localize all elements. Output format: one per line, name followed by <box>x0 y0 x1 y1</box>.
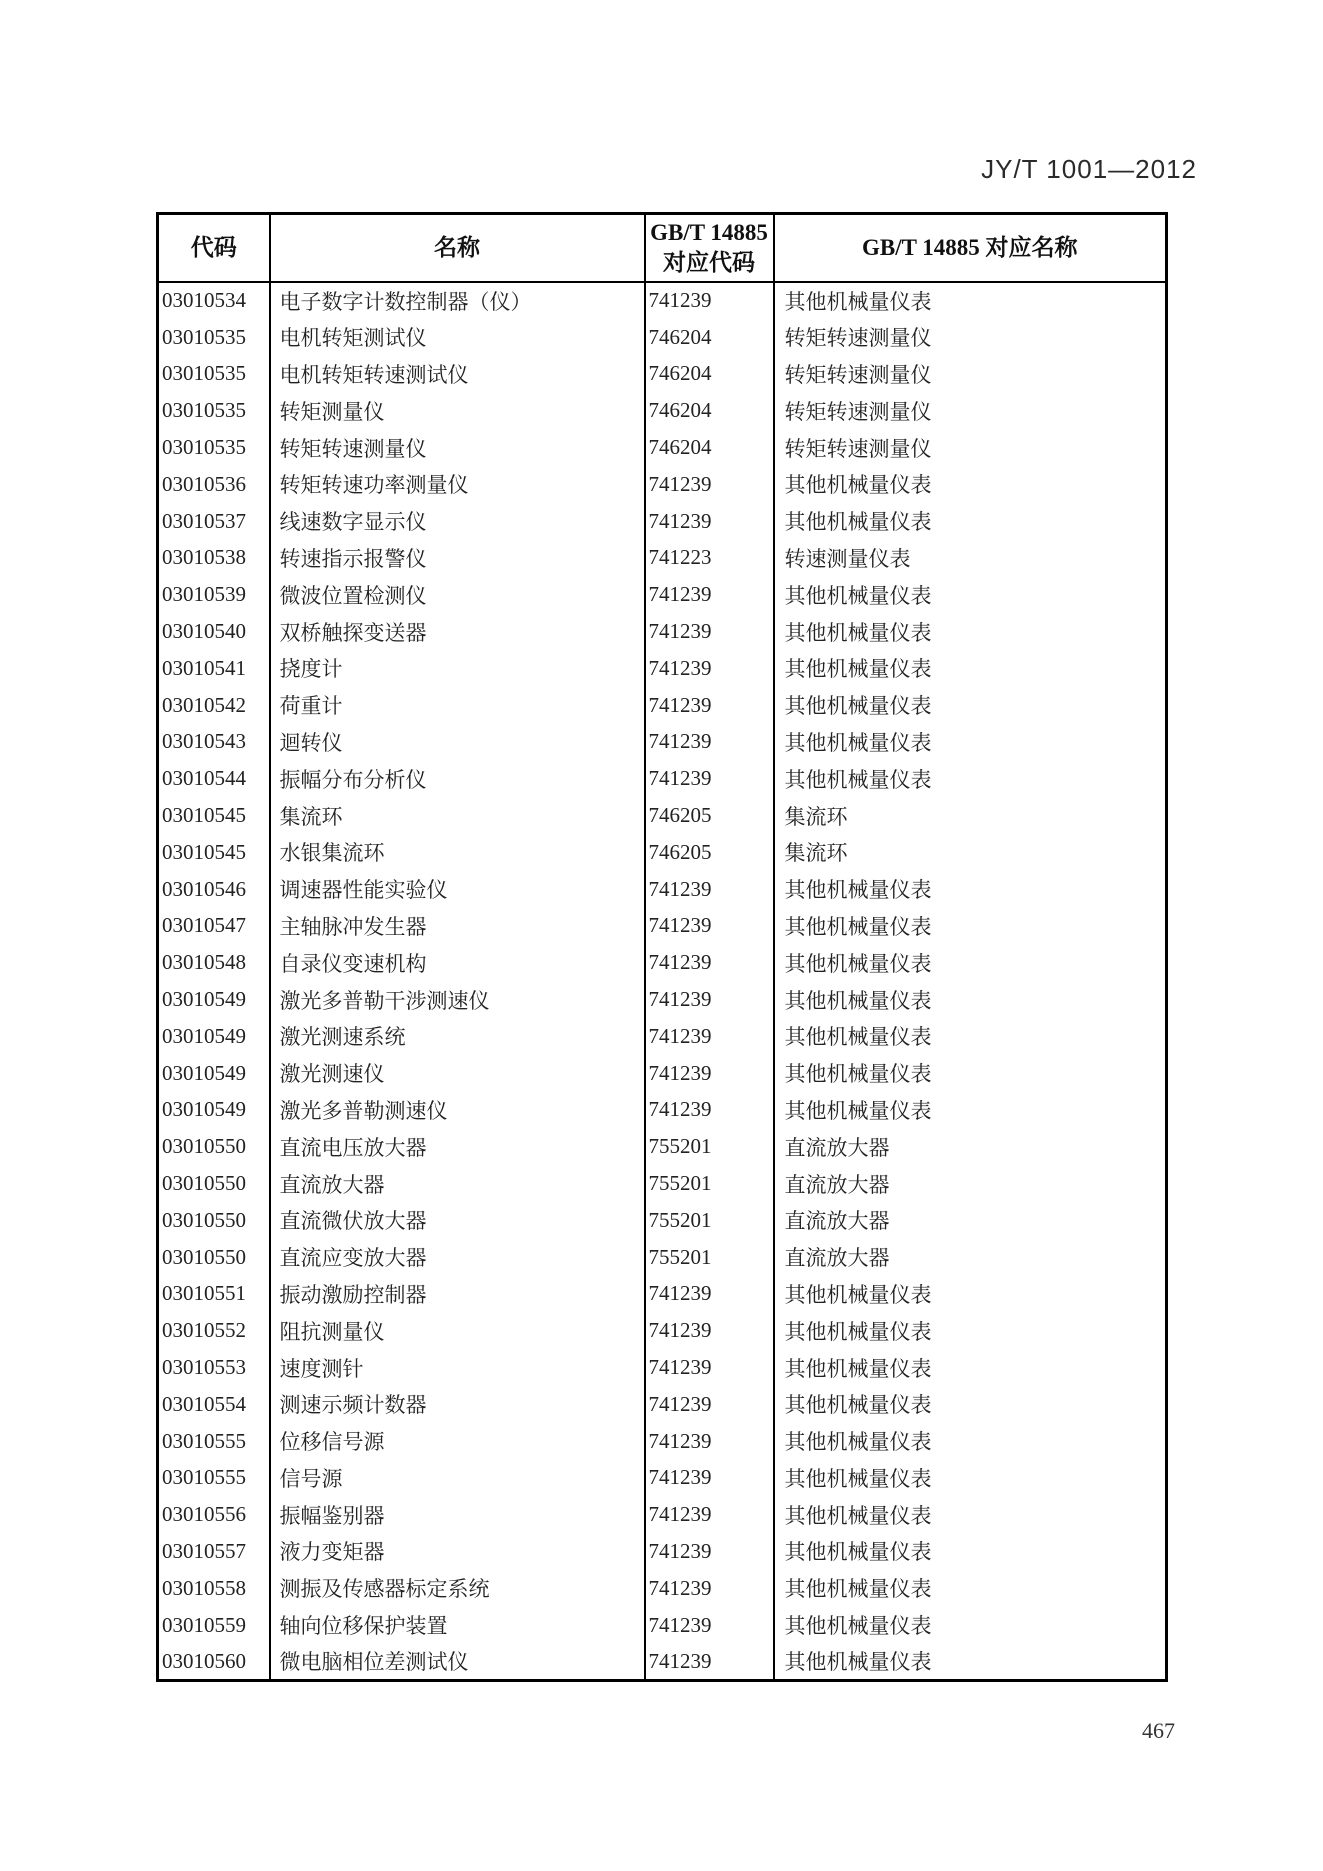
cell-code: 03010549 <box>162 1023 246 1048</box>
cell-gb-name: 其他机械量仪表 <box>774 1349 1167 1386</box>
cell-gb-name: 转矩转速测量仪 <box>774 392 1167 429</box>
cell-gb-code: 741239 <box>645 613 774 650</box>
cell-gb-code: 741239 <box>645 760 774 797</box>
cell-gb-code: 741239 <box>645 1312 774 1349</box>
cell-gb-name: 其他机械量仪表 <box>774 1312 1167 1349</box>
cell-name: 位移信号源 <box>270 1423 645 1460</box>
table-row <box>158 613 1167 650</box>
cell-code: 03010542 <box>162 692 246 717</box>
table-row <box>158 1165 1167 1202</box>
cell-gb-name: 转矩转速测量仪 <box>774 319 1167 356</box>
cell-gb-code: 741239 <box>645 1643 774 1680</box>
cell-code: 03010545 <box>162 839 246 864</box>
cell-name: 速度测针 <box>270 1349 645 1386</box>
cell-gb-name: 其他机械量仪表 <box>774 466 1167 503</box>
table-row <box>158 760 1167 797</box>
cell-name: 液力变矩器 <box>270 1533 645 1570</box>
cell-gb-name: 转矩转速测量仪 <box>774 429 1167 466</box>
cell-code: 03010552 <box>162 1318 246 1343</box>
table-row <box>158 282 1167 319</box>
cell-name: 转矩转速测量仪 <box>270 429 645 466</box>
cell-code: 03010559 <box>162 1612 246 1637</box>
table-row <box>158 1386 1167 1423</box>
cell-gb-code: 741223 <box>645 540 774 577</box>
table-body <box>158 282 1167 1680</box>
table-row <box>158 1239 1167 1276</box>
cell-name: 集流环 <box>270 797 645 834</box>
cell-code: 03010553 <box>162 1355 246 1379</box>
cell-gb-name: 其他机械量仪表 <box>774 613 1167 650</box>
cell-code: 03010545 <box>162 803 246 828</box>
cell-code: 03010535 <box>162 324 246 349</box>
cell-name: 迴转仪 <box>270 724 645 761</box>
cell-code: 03010555 <box>162 1428 246 1453</box>
cell-code: 03010534 <box>162 288 246 313</box>
cell-name: 线速数字显示仪 <box>270 503 645 540</box>
table-row <box>158 576 1167 613</box>
cell-gb-code: 741239 <box>645 650 774 687</box>
cell-gb-code: 741239 <box>645 908 774 945</box>
table-row <box>158 871 1167 908</box>
cell-code: 03010535 <box>162 361 246 386</box>
header-gb-code-line2: 对应代码 <box>663 250 755 275</box>
cell-code: 03010547 <box>162 913 246 938</box>
table-row <box>158 1643 1167 1680</box>
cell-gb-name: 其他机械量仪表 <box>774 282 1167 319</box>
cell-gb-code: 741239 <box>645 576 774 613</box>
cell-code: 03010540 <box>162 619 246 644</box>
cell-gb-code: 746205 <box>645 797 774 834</box>
table-row <box>158 503 1167 540</box>
cell-gb-name: 其他机械量仪表 <box>774 1092 1167 1129</box>
cell-gb-code: 746205 <box>645 834 774 871</box>
cell-gb-name: 其他机械量仪表 <box>774 503 1167 540</box>
table-row <box>158 1460 1167 1497</box>
cell-name: 转矩测量仪 <box>270 392 645 429</box>
cell-gb-name: 直流放大器 <box>774 1202 1167 1239</box>
table-row <box>158 1128 1167 1165</box>
header-row <box>158 214 1167 283</box>
cell-gb-name: 其他机械量仪表 <box>774 1643 1167 1680</box>
table-row <box>158 981 1167 1018</box>
cell-name: 阻抗测量仪 <box>270 1312 645 1349</box>
cell-name: 轴向位移保护装置 <box>270 1607 645 1644</box>
cell-gb-name: 直流放大器 <box>774 1165 1167 1202</box>
cell-gb-code: 755201 <box>645 1202 774 1239</box>
table-row <box>158 1496 1167 1533</box>
cell-name: 激光多普勒测速仪 <box>270 1092 645 1129</box>
cell-gb-code: 741239 <box>645 687 774 724</box>
cell-gb-name: 其他机械量仪表 <box>774 871 1167 908</box>
cell-code: 03010560 <box>162 1648 246 1673</box>
cell-name: 直流放大器 <box>270 1165 645 1202</box>
cell-gb-code: 741239 <box>645 1423 774 1460</box>
cell-gb-code: 741239 <box>645 981 774 1018</box>
cell-gb-code: 746204 <box>645 356 774 393</box>
cell-gb-code: 741239 <box>645 1018 774 1055</box>
cell-gb-name: 其他机械量仪表 <box>774 944 1167 981</box>
cell-code: 03010546 <box>162 876 246 901</box>
page-number: 467 <box>1142 1718 1175 1743</box>
table-row <box>158 1607 1167 1644</box>
cell-code: 03010548 <box>162 950 246 975</box>
cell-gb-code: 741239 <box>645 1349 774 1386</box>
cell-gb-name: 其他机械量仪表 <box>774 1533 1167 1570</box>
table-row <box>158 540 1167 577</box>
cell-gb-name: 其他机械量仪表 <box>774 687 1167 724</box>
cell-code: 03010539 <box>162 582 246 607</box>
cell-gb-code: 741239 <box>645 1570 774 1607</box>
cell-gb-name: 其他机械量仪表 <box>774 650 1167 687</box>
cell-name: 水银集流环 <box>270 834 645 871</box>
table-row <box>158 1423 1167 1460</box>
cell-gb-code: 741239 <box>645 1092 774 1129</box>
table-row <box>158 1570 1167 1607</box>
cell-name: 荷重计 <box>270 687 645 724</box>
table-row <box>158 319 1167 356</box>
cell-name: 直流电压放大器 <box>270 1128 645 1165</box>
header-gb-code <box>645 214 774 283</box>
cell-gb-code: 741239 <box>645 503 774 540</box>
cell-gb-code: 741239 <box>645 1386 774 1423</box>
cell-gb-code: 746204 <box>645 392 774 429</box>
cell-name: 激光多普勒干涉测速仪 <box>270 981 645 1018</box>
cell-name: 振动激励控制器 <box>270 1276 645 1313</box>
cell-name: 挠度计 <box>270 650 645 687</box>
table-row <box>158 1533 1167 1570</box>
cell-name: 电子数字计数控制器（仪） <box>270 282 645 319</box>
cell-gb-code: 755201 <box>645 1128 774 1165</box>
cell-name: 转速指示报警仪 <box>270 540 645 577</box>
cell-code: 03010541 <box>162 655 246 680</box>
cell-name: 振幅分布分析仪 <box>270 760 645 797</box>
cell-name: 直流微伏放大器 <box>270 1202 645 1239</box>
cell-name: 转矩转速功率测量仪 <box>270 466 645 503</box>
table-row <box>158 1018 1167 1055</box>
cell-gb-name: 集流环 <box>774 834 1167 871</box>
cell-name: 电机转矩测试仪 <box>270 319 645 356</box>
header-gb-name: GB/T 14885 对应名称 <box>774 214 1167 283</box>
cell-name: 振幅鉴别器 <box>270 1496 645 1533</box>
table-row <box>158 724 1167 761</box>
cell-code: 03010549 <box>162 1060 246 1085</box>
cell-gb-name: 其他机械量仪表 <box>774 1607 1167 1644</box>
header-code: 代码 <box>158 214 270 283</box>
doc-number: JY/T 1001—2012 <box>981 154 1197 184</box>
table-row <box>158 1202 1167 1239</box>
cell-gb-name: 其他机械量仪表 <box>774 981 1167 1018</box>
cell-code: 03010535 <box>162 398 246 423</box>
cell-gb-name: 其他机械量仪表 <box>774 1386 1167 1423</box>
cell-name: 调速器性能实验仪 <box>270 871 645 908</box>
cell-code: 03010538 <box>162 545 246 570</box>
header-name: 名称 <box>270 214 645 283</box>
table-row <box>158 1055 1167 1092</box>
table-row <box>158 834 1167 871</box>
cell-gb-code: 741239 <box>645 944 774 981</box>
cell-gb-code: 741239 <box>645 871 774 908</box>
cell-name: 直流应变放大器 <box>270 1239 645 1276</box>
cell-name: 微波位置检测仪 <box>270 576 645 613</box>
table-row <box>158 1092 1167 1129</box>
cell-name: 电机转矩转速测试仪 <box>270 356 645 393</box>
cell-gb-name: 其他机械量仪表 <box>774 760 1167 797</box>
cell-gb-code: 746204 <box>645 319 774 356</box>
cell-code: 03010555 <box>162 1465 246 1490</box>
cell-code: 03010549 <box>162 987 246 1012</box>
code-mapping-table <box>156 212 1168 1682</box>
cell-code: 03010554 <box>162 1391 246 1416</box>
cell-gb-name: 转矩转速测量仪 <box>774 356 1167 393</box>
table-row <box>158 429 1167 466</box>
table-row <box>158 797 1167 834</box>
cell-code: 03010557 <box>162 1538 246 1563</box>
cell-gb-name: 其他机械量仪表 <box>774 1460 1167 1497</box>
cell-gb-name: 其他机械量仪表 <box>774 1055 1167 1092</box>
table-row <box>158 466 1167 503</box>
cell-name: 双桥触探变送器 <box>270 613 645 650</box>
table-row <box>158 1312 1167 1349</box>
cell-gb-code: 741239 <box>645 282 774 319</box>
cell-gb-name: 直流放大器 <box>774 1239 1167 1276</box>
cell-code: 03010558 <box>162 1575 246 1600</box>
cell-gb-code: 741239 <box>645 1460 774 1497</box>
table-row <box>158 1349 1167 1386</box>
cell-gb-code: 741239 <box>645 1533 774 1570</box>
cell-name: 激光测速系统 <box>270 1018 645 1055</box>
cell-gb-code: 755201 <box>645 1165 774 1202</box>
cell-gb-name: 集流环 <box>774 797 1167 834</box>
table-header <box>158 214 1167 283</box>
cell-gb-name: 其他机械量仪表 <box>774 724 1167 761</box>
cell-name: 测振及传感器标定系统 <box>270 1570 645 1607</box>
cell-name: 自录仪变速机构 <box>270 944 645 981</box>
cell-name: 主轴脉冲发生器 <box>270 908 645 945</box>
cell-code: 03010543 <box>162 729 246 754</box>
cell-gb-code: 741239 <box>645 466 774 503</box>
cell-code: 03010550 <box>162 1134 246 1159</box>
table-row <box>158 1276 1167 1313</box>
cell-gb-code: 741239 <box>645 1496 774 1533</box>
cell-code: 03010556 <box>162 1502 246 1527</box>
cell-name: 测速示频计数器 <box>270 1386 645 1423</box>
cell-gb-name: 其他机械量仪表 <box>774 1570 1167 1607</box>
cell-gb-code: 746204 <box>645 429 774 466</box>
table-row <box>158 392 1167 429</box>
table-row <box>158 356 1167 393</box>
cell-code: 03010537 <box>162 508 246 533</box>
cell-code: 03010550 <box>162 1207 246 1232</box>
cell-code: 03010544 <box>162 766 246 791</box>
header-gb-code-line1: GB/T 14885 <box>650 220 768 245</box>
table-row <box>158 944 1167 981</box>
cell-gb-name: 其他机械量仪表 <box>774 1423 1167 1460</box>
cell-gb-name: 直流放大器 <box>774 1128 1167 1165</box>
cell-gb-code: 741239 <box>645 1276 774 1313</box>
cell-name: 微电脑相位差测试仪 <box>270 1643 645 1680</box>
cell-code: 03010551 <box>162 1281 246 1306</box>
cell-code: 03010550 <box>162 1244 246 1269</box>
cell-gb-code: 755201 <box>645 1239 774 1276</box>
cell-name: 激光测速仪 <box>270 1055 645 1092</box>
cell-gb-name: 其他机械量仪表 <box>774 1018 1167 1055</box>
cell-name: 信号源 <box>270 1460 645 1497</box>
cell-code: 03010550 <box>162 1171 246 1196</box>
cell-code: 03010549 <box>162 1097 246 1122</box>
cell-gb-code: 741239 <box>645 1607 774 1644</box>
table-row <box>158 908 1167 945</box>
cell-gb-code: 741239 <box>645 724 774 761</box>
table-row <box>158 650 1167 687</box>
cell-code: 03010536 <box>162 471 246 496</box>
cell-gb-name: 其他机械量仪表 <box>774 576 1167 613</box>
cell-gb-name: 其他机械量仪表 <box>774 1496 1167 1533</box>
cell-gb-name: 其他机械量仪表 <box>774 908 1167 945</box>
cell-gb-name: 其他机械量仪表 <box>774 1276 1167 1313</box>
cell-gb-name: 转速测量仪表 <box>774 540 1167 577</box>
table-row <box>158 687 1167 724</box>
cell-code: 03010535 <box>162 435 246 460</box>
cell-gb-code: 741239 <box>645 1055 774 1092</box>
